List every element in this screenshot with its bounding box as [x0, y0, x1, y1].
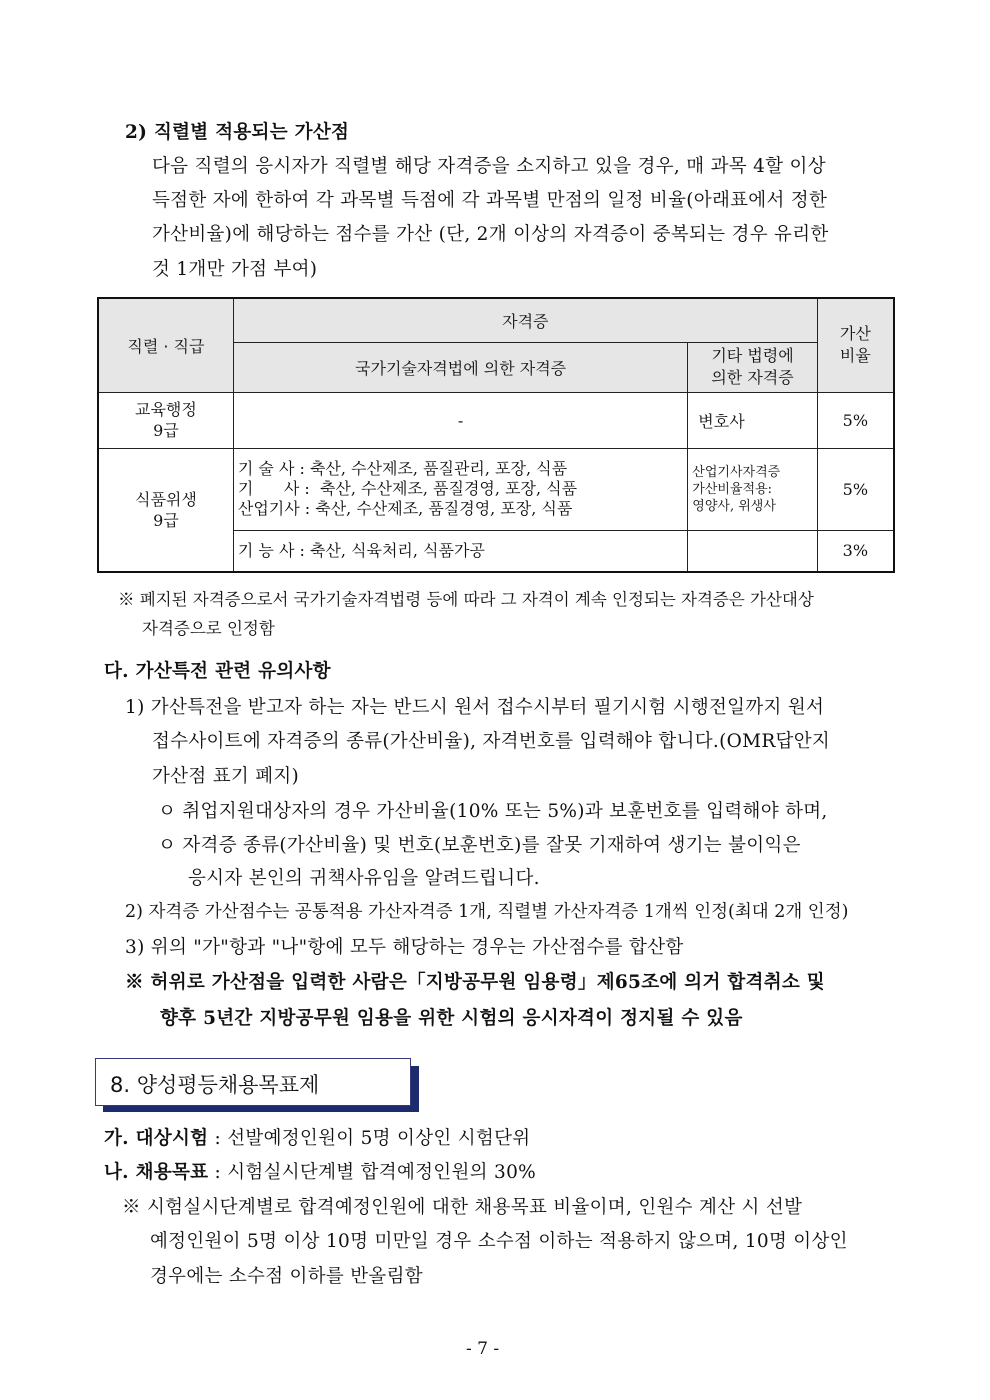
row2-other: 산업기사자격증 가산비율적용: 영양사, 위생사 [688, 448, 817, 530]
warning-line: ※ 허위로 가산점을 입력한 사람은「지방공무원 임용령」제65조에 의거 합격취소 및 [125, 972, 825, 993]
item2: 2) 자격증 가산점수는 공통적용 가산자격증 1개, 직렬별 가산자격증 1개씩 인정(최대 2개 인정) [125, 902, 849, 922]
header-other-cert: 기타 법령에 의한 자격증 [688, 342, 817, 392]
section-8-note-line: 예정인원이 5명 이상 10명 미만일 경우 소수점 이하는 적용하지 않으며, 10명 이상인 [150, 1231, 848, 1252]
bullet-line: 응시자 본인의 귀책사유임을 알려드립니다. [188, 868, 540, 889]
section-2-heading: 2) 직렬별 적용되는 가산점 [125, 122, 350, 143]
note-line: ※ 폐지된 자격증으로서 국가기술자격법령 등에 따라 그 자격이 계속 인정되는 자격증은 가산대상 [118, 590, 814, 609]
warning-line: 향후 5년간 지방공무원 임용을 위한 시험의 응시자격이 정지될 수 있음 [160, 1008, 743, 1029]
row3-other [688, 530, 817, 572]
header-job: 직렬 · 직급 [98, 298, 233, 392]
section-8-note-line: 경우에는 소수점 이하를 반올림함 [150, 1266, 423, 1287]
section-2-para-line: 것 1개만 가점 부여) [152, 259, 318, 280]
header-national-cert: 국가기술자격법에 의한 자격증 [233, 342, 687, 392]
row2-national: 기 술 사 : 축산, 수산제조, 품질관리, 포장, 식품 기 사 : 축산, 수산제조, 품질경영, 포장, 식품 산업기사 : 축산, 수산제조, 품질경영, 포장, 식품 [233, 448, 687, 530]
target-exam-label: 가. 대상시험 [104, 1128, 209, 1149]
row1-rate: 5% [817, 392, 894, 448]
row3-national: 기 능 사 : 축산, 식육처리, 식품가공 [233, 530, 687, 572]
target-exam-line [104, 1124, 530, 1150]
hiring-goal-label: 나. 채용목표 [104, 1162, 209, 1183]
section-2-para-line: 득점한 자에 한하여 각 과목별 득점에 각 과목별 만점의 일정 비율(아래표에서 정한 [152, 190, 828, 211]
row1-job: 교육행정 9급 [98, 392, 233, 448]
certificate-table [97, 297, 895, 573]
hiring-goal-text: : 시험실시단계별 합격예정인원의 30% [208, 1162, 537, 1183]
bullet-line: ㅇ 자격증 종류(가산비율) 및 번호(보훈번호)를 잘못 기재하여 생기는 불이익은 [158, 835, 801, 856]
row3-rate: 3% [817, 530, 894, 572]
row2-rate: 5% [817, 448, 894, 530]
page-number: - 7 - [466, 1339, 500, 1359]
section-da-heading: 다. 가산특전 관련 유의사항 [104, 661, 331, 682]
section-8-title: 8. 양성평등채용목표제 [110, 1073, 320, 1097]
row1-other: 변호사 [688, 392, 817, 448]
item1-line: 가산점 표기 폐지) [152, 766, 300, 787]
note-line: 자격증으로 인정함 [142, 619, 275, 638]
header-cert: 자격증 [233, 298, 817, 342]
header-rate: 가산 비율 [817, 298, 894, 392]
row1-national: - [233, 392, 687, 448]
item1-line: 접수사이트에 자격증의 종류(가산비율), 자격번호를 입력해야 합니다.(OMR답안지 [152, 731, 831, 752]
section-2-para-line: 가산비율)에 해당하는 점수를 가산 (단, 2개 이상의 자격증이 중복되는 경우 유리한 [152, 224, 829, 245]
item1-line: 1) 가산특전을 받고자 하는 자는 반드시 원서 접수시부터 필기시험 시행전일까지 원서 [125, 697, 825, 718]
bullet-line: ㅇ 취업지원대상자의 경우 가산비율(10% 또는 5%)과 보훈번호를 입력해야 하며, [158, 801, 828, 822]
section-8-note-line: ※ 시험실시단계별로 합격예정인원에 대한 채용목표 비율이며, 인원수 계산 시 선발 [122, 1197, 803, 1218]
section-8-box [95, 1058, 411, 1106]
item3: 3) 위의 "가"항과 "나"항에 모두 해당하는 경우는 가산점수를 합산함 [125, 937, 684, 958]
section-2-para-line: 다음 직렬의 응시자가 직렬별 해당 자격증을 소지하고 있을 경우, 매 과목 4할 이상 [152, 156, 826, 177]
row2-job: 식품위생 9급 [98, 448, 233, 572]
hiring-goal-line [104, 1158, 536, 1184]
target-exam-text: : 선발예정인원이 5명 이상인 시험단위 [208, 1128, 531, 1149]
